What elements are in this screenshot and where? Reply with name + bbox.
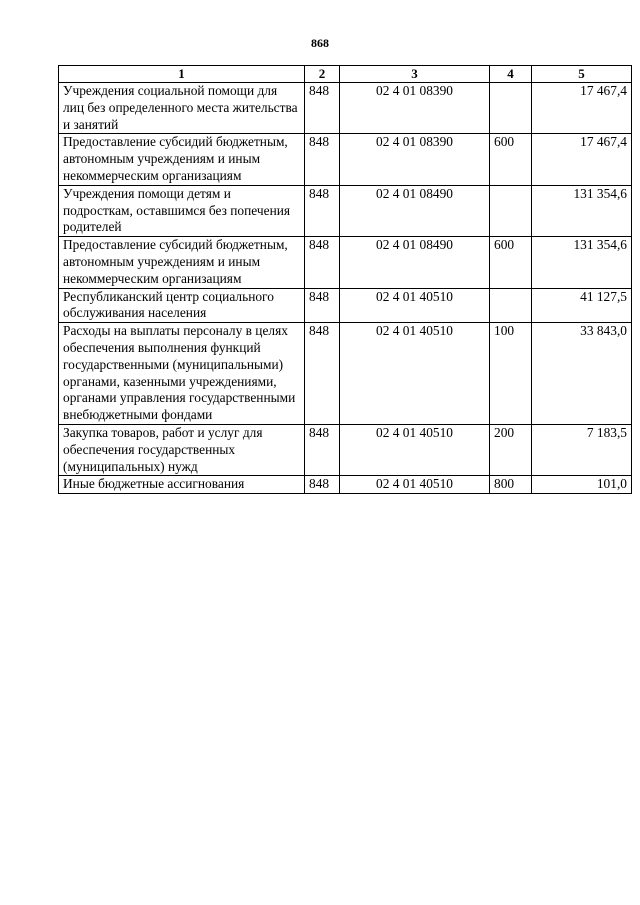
ministry-code-cell: 848: [305, 185, 340, 236]
ministry-code-cell: 848: [305, 323, 340, 425]
target-code-cell: 02 4 01 08390: [340, 83, 490, 134]
row-name-cell: Иные бюджетные ассигнования: [59, 476, 305, 494]
table-row: [59, 237, 632, 288]
amount-cell: 17 467,4: [532, 83, 632, 134]
amount-cell: 41 127,5: [532, 288, 632, 323]
ministry-code-cell: 848: [305, 134, 340, 185]
amount-cell: 17 467,4: [532, 134, 632, 185]
amount-cell: 101,0: [532, 476, 632, 494]
row-name-cell: Закупка товаров, работ и услуг для обеспечения государственных (муниципальных) нужд: [59, 424, 305, 475]
ministry-code-cell: 848: [305, 83, 340, 134]
table-row: [59, 185, 632, 236]
table-row: [59, 288, 632, 323]
target-code-cell: 02 4 01 08490: [340, 237, 490, 288]
ministry-code-cell: 848: [305, 424, 340, 475]
row-name-cell: Учреждения помощи детям и подросткам, оставшимся без попечения родителей: [59, 185, 305, 236]
table-row: [59, 323, 632, 425]
expense-type-cell: 200: [490, 424, 532, 475]
column-header: 4: [490, 66, 532, 83]
ministry-code-cell: 848: [305, 237, 340, 288]
table-row: [59, 476, 632, 494]
table-row: [59, 134, 632, 185]
row-name-cell: Учреждения социальной помощи для лиц без определенного места жительства и занятий: [59, 83, 305, 134]
column-header: 2: [305, 66, 340, 83]
amount-cell: 33 843,0: [532, 323, 632, 425]
target-code-cell: 02 4 01 40510: [340, 323, 490, 425]
column-header: 5: [532, 66, 632, 83]
target-code-cell: 02 4 01 40510: [340, 424, 490, 475]
header-row: [59, 66, 632, 83]
ministry-code-cell: 848: [305, 476, 340, 494]
expense-type-cell: [490, 83, 532, 134]
row-name-cell: Предоставление субсидий бюджетным, автономным учреждениям и иным некоммерческим организациям: [59, 237, 305, 288]
target-code-cell: 02 4 01 08490: [340, 185, 490, 236]
budget-table: [58, 65, 632, 494]
expense-type-cell: [490, 185, 532, 236]
expense-type-cell: 100: [490, 323, 532, 425]
amount-cell: 131 354,6: [532, 237, 632, 288]
row-name-cell: Расходы на выплаты персоналу в целях обеспечения выполнения функций государственными (муниципальными) органами, казенными учреждениями, органами управления государственными внебюджетными фондами: [59, 323, 305, 425]
amount-cell: 131 354,6: [532, 185, 632, 236]
expense-type-cell: 800: [490, 476, 532, 494]
target-code-cell: 02 4 01 40510: [340, 288, 490, 323]
table-row: [59, 83, 632, 134]
expense-type-cell: 600: [490, 134, 532, 185]
target-code-cell: 02 4 01 08390: [340, 134, 490, 185]
table-row: [59, 424, 632, 475]
ministry-code-cell: 848: [305, 288, 340, 323]
page-number: 868: [311, 36, 329, 50]
expense-type-cell: [490, 288, 532, 323]
row-name-cell: Предоставление субсидий бюджетным, автономным учреждениям и иным некоммерческим организациям: [59, 134, 305, 185]
column-header: 3: [340, 66, 490, 83]
expense-type-cell: 600: [490, 237, 532, 288]
target-code-cell: 02 4 01 40510: [340, 476, 490, 494]
column-header: 1: [59, 66, 305, 83]
row-name-cell: Республиканский центр социального обслуживания населения: [59, 288, 305, 323]
amount-cell: 7 183,5: [532, 424, 632, 475]
